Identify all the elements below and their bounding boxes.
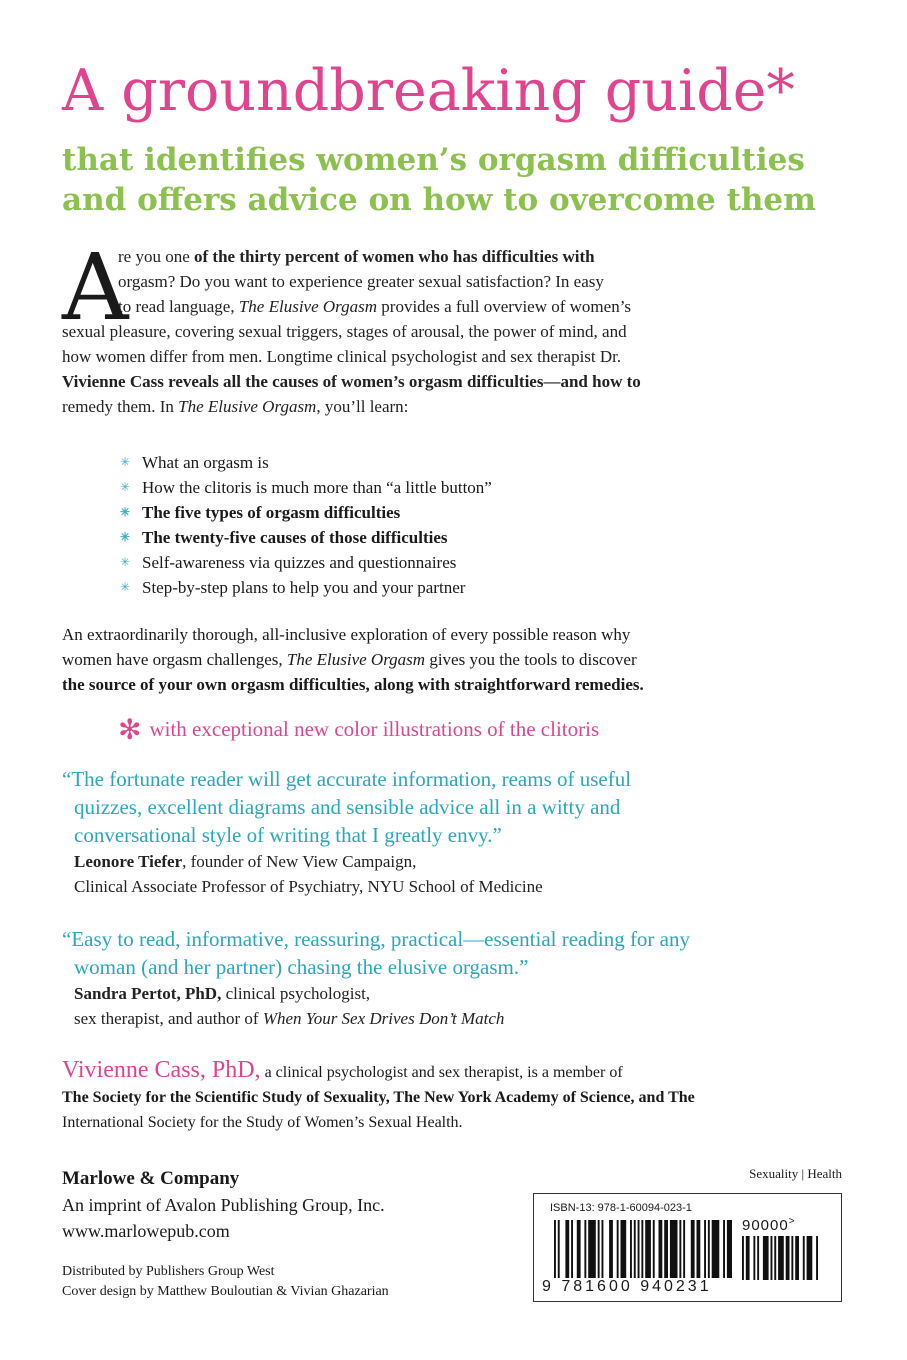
list-item-text: The twenty-five causes of those difficulties xyxy=(142,528,448,547)
barcode-bar xyxy=(757,1236,759,1280)
barcode-bar xyxy=(659,1220,663,1278)
ean-barcode xyxy=(554,1220,732,1278)
barcode-bar xyxy=(704,1220,706,1278)
quote-attribution xyxy=(74,849,862,874)
barcode-box xyxy=(533,1193,842,1302)
quote-attribution xyxy=(74,981,862,1006)
quote-author: Sandra Pertot, PhD, xyxy=(74,984,222,1003)
summary-text: women have orgasm challenges, xyxy=(62,650,287,669)
illustrations-note xyxy=(118,714,599,746)
list-item xyxy=(120,475,492,500)
list-item xyxy=(120,500,492,525)
bio-line-1 xyxy=(62,1058,862,1085)
asterisk-icon: ✻ xyxy=(118,715,142,746)
list-item xyxy=(120,450,492,475)
barcode-bar xyxy=(771,1236,773,1280)
learning-list xyxy=(120,450,492,600)
barcode-bar xyxy=(795,1236,799,1280)
barcode-bar xyxy=(621,1220,627,1278)
barcode-bar xyxy=(630,1220,632,1278)
barcode-bar xyxy=(634,1220,636,1278)
quote-line: quizzes, excellent diagrams and sensible advice all in a witty and xyxy=(74,795,621,819)
barcode-bar xyxy=(683,1220,685,1278)
barcode-bar xyxy=(723,1220,725,1278)
asterisk-icon: ✳ xyxy=(120,555,131,569)
headline: A groundbreaking guide* xyxy=(62,58,795,124)
intro-text: to read language, xyxy=(118,297,239,316)
barcode-bar xyxy=(679,1220,681,1278)
asterisk-icon: ✳ xyxy=(120,530,131,544)
distribution-credit: Distributed by Publishers Group West xyxy=(62,1264,275,1279)
ean-digits xyxy=(542,1278,712,1296)
barcode-bar xyxy=(664,1220,668,1278)
ean-digit-group: 781600 xyxy=(561,1278,633,1295)
barcode-bar xyxy=(786,1236,790,1280)
barcode-bar xyxy=(803,1236,805,1280)
quote-author-role: Clinical Associate Professor of Psychiatry, NYU School of Medicine xyxy=(74,877,543,896)
quote-author-role: clinical psychologist, xyxy=(221,984,371,1003)
intro-paragraph xyxy=(62,234,852,419)
intro-line-1 xyxy=(62,244,852,269)
barcode-bar xyxy=(554,1220,556,1278)
testimonial-tiefer xyxy=(62,765,862,899)
price-code-marker: > xyxy=(788,1216,796,1227)
summary-line-2 xyxy=(62,647,862,672)
list-item-text: The five types of orgasm difficulties xyxy=(142,503,401,522)
publisher-website: www.marlowepub.com xyxy=(62,1221,230,1241)
barcode-bar xyxy=(697,1220,701,1278)
barcode-bar xyxy=(609,1220,613,1278)
asterisk-icon: ✳ xyxy=(120,455,131,469)
credits xyxy=(62,1262,389,1302)
intro-line-7 xyxy=(62,394,852,419)
quote-line: “The fortunate reader will get accurate information, reams of useful xyxy=(62,767,632,791)
price-addon-barcode xyxy=(742,1236,830,1280)
publisher-info xyxy=(62,1166,385,1244)
intro-text: , you’ll learn: xyxy=(316,397,409,416)
book-title-italic: The Elusive Orgasm xyxy=(286,650,426,669)
intro-line-5: how women differ from men. Longtime clinical psychologist and sex therapist Dr. xyxy=(62,347,622,366)
author-name: Vivienne Cass, PhD, xyxy=(62,1057,261,1083)
bio-text: a clinical psychologist and sex therapist, is a member of xyxy=(260,1064,623,1081)
book-title-italic: The Elusive Orgasm xyxy=(238,297,378,316)
barcode-bar xyxy=(774,1236,776,1280)
summary-line-1: An extraordinarily thorough, all-inclusive exploration of every possible reason why xyxy=(62,625,631,644)
intro-line-2: orgasm? Do you want to experience greater sexual satisfaction? In easy xyxy=(118,272,604,291)
drop-cap: A xyxy=(62,234,129,341)
asterisk-icon: ✳ xyxy=(120,580,131,594)
price-code-digits: 90000 xyxy=(742,1217,789,1234)
intro-line-3 xyxy=(62,294,852,319)
barcode-bar xyxy=(565,1220,569,1278)
list-item-text: Step-by-step plans to help you and your partner xyxy=(142,578,466,597)
bio-bold-text: The Society for the Scientific Study of Sexuality, The New York Academy of Science, and The xyxy=(62,1089,695,1106)
list-item-text: Self-awareness via quizzes and questionnaires xyxy=(142,553,457,572)
quote-line: conversational style of writing that I greatly envy.” xyxy=(74,823,502,847)
intro-bold-text: of the thirty percent of women who has difficulties with xyxy=(189,247,595,266)
intro-text: re you one xyxy=(118,247,190,266)
barcode-bar xyxy=(708,1220,710,1278)
summary-line-3 xyxy=(62,672,862,697)
intro-line-4: sexual pleasure, covering sexual triggers, stages of arousal, the power of mind, and xyxy=(62,322,627,341)
barcode-bar xyxy=(791,1236,793,1280)
barcode-bar xyxy=(588,1220,596,1278)
subhead-line-1: that identifies women’s orgasm difficulties xyxy=(62,142,805,178)
author-bio xyxy=(62,1058,862,1135)
intro-bold-text: Vivienne Cass reveals all the causes of women’s orgasm difficulties—and how to xyxy=(62,372,641,391)
quote-author-role xyxy=(74,1006,862,1031)
subhead-line-2: and offers advice on how to overcome them xyxy=(62,182,816,218)
bio-line-3: International Society for the Study of Women’s Sexual Health. xyxy=(62,1114,463,1131)
list-item-text: How the clitoris is much more than “a little button” xyxy=(142,478,492,497)
barcode-bar xyxy=(712,1220,720,1278)
barcode-bar xyxy=(742,1236,744,1280)
barcode-bar xyxy=(727,1220,732,1278)
barcode-bar xyxy=(584,1220,586,1278)
barcode-bar xyxy=(571,1220,573,1278)
barcode-bar xyxy=(653,1220,655,1278)
barcode-bar xyxy=(617,1220,619,1278)
intro-text: remedy them. In xyxy=(62,397,179,416)
quote-line: woman (and her partner) chasing the elusive orgasm.” xyxy=(74,955,529,979)
summary-paragraph xyxy=(62,622,862,697)
subheadline xyxy=(62,140,882,220)
barcode-bar xyxy=(645,1220,651,1278)
quote-author-role-text: sex therapist, and author of xyxy=(74,1009,263,1028)
barcode-bar xyxy=(638,1220,640,1278)
testimonial-pertot xyxy=(62,925,862,1031)
ean-digit-group: 940231 xyxy=(640,1278,712,1295)
book-title-italic: When Your Sex Drives Don’t Match xyxy=(262,1009,505,1028)
barcode-bar xyxy=(753,1236,755,1280)
bio-line-2 xyxy=(62,1085,862,1110)
barcode-bar xyxy=(816,1236,818,1280)
intro-text: provides a full overview of women’s xyxy=(377,297,632,316)
barcode-bar xyxy=(670,1220,678,1278)
ean-first-digit: 9 xyxy=(542,1278,554,1295)
barcode-bar xyxy=(807,1236,813,1280)
publisher-name: Marlowe & Company xyxy=(62,1168,240,1189)
intro-line-6 xyxy=(62,369,852,394)
asterisk-icon: ✳ xyxy=(120,505,131,519)
barcode-bar xyxy=(602,1220,604,1278)
summary-text: gives you the tools to discover xyxy=(425,650,637,669)
list-item xyxy=(120,575,492,600)
quote-author-role: , founder of New View Campaign, xyxy=(182,852,417,871)
asterisk-icon: ✳ xyxy=(120,480,131,494)
barcode-bar xyxy=(763,1236,769,1280)
barcode-bar xyxy=(641,1220,643,1278)
barcode-bar xyxy=(691,1220,695,1278)
design-credit: Cover design by Matthew Bouloutian & Vivian Ghazarian xyxy=(62,1284,389,1299)
summary-bold-text: the source of your own orgasm difficulties, along with straightforward remedies. xyxy=(62,675,644,694)
price-code xyxy=(742,1216,796,1234)
isbn-label: ISBN-13: 978-1-60094-023-1 xyxy=(550,1202,692,1214)
quote-line: “Easy to read, informative, reassuring, practical—essential reading for any xyxy=(62,927,691,951)
list-item xyxy=(120,525,492,550)
barcode-bar xyxy=(558,1220,560,1278)
list-item-text: What an orgasm is xyxy=(142,453,269,472)
quote-author: Leonore Tiefer xyxy=(74,852,183,871)
barcode-bar xyxy=(778,1236,784,1280)
illustrations-text: with exceptional new color illustrations of the clitoris xyxy=(149,717,600,741)
book-title-italic: The Elusive Orgasm xyxy=(178,397,317,416)
list-item xyxy=(120,550,492,575)
barcode-bar xyxy=(598,1220,600,1278)
category-label: Sexuality | Health xyxy=(749,1166,842,1181)
barcode-bar xyxy=(746,1236,750,1280)
publisher-imprint: An imprint of Avalon Publishing Group, Inc. xyxy=(62,1195,385,1215)
barcode-bar xyxy=(577,1220,581,1278)
